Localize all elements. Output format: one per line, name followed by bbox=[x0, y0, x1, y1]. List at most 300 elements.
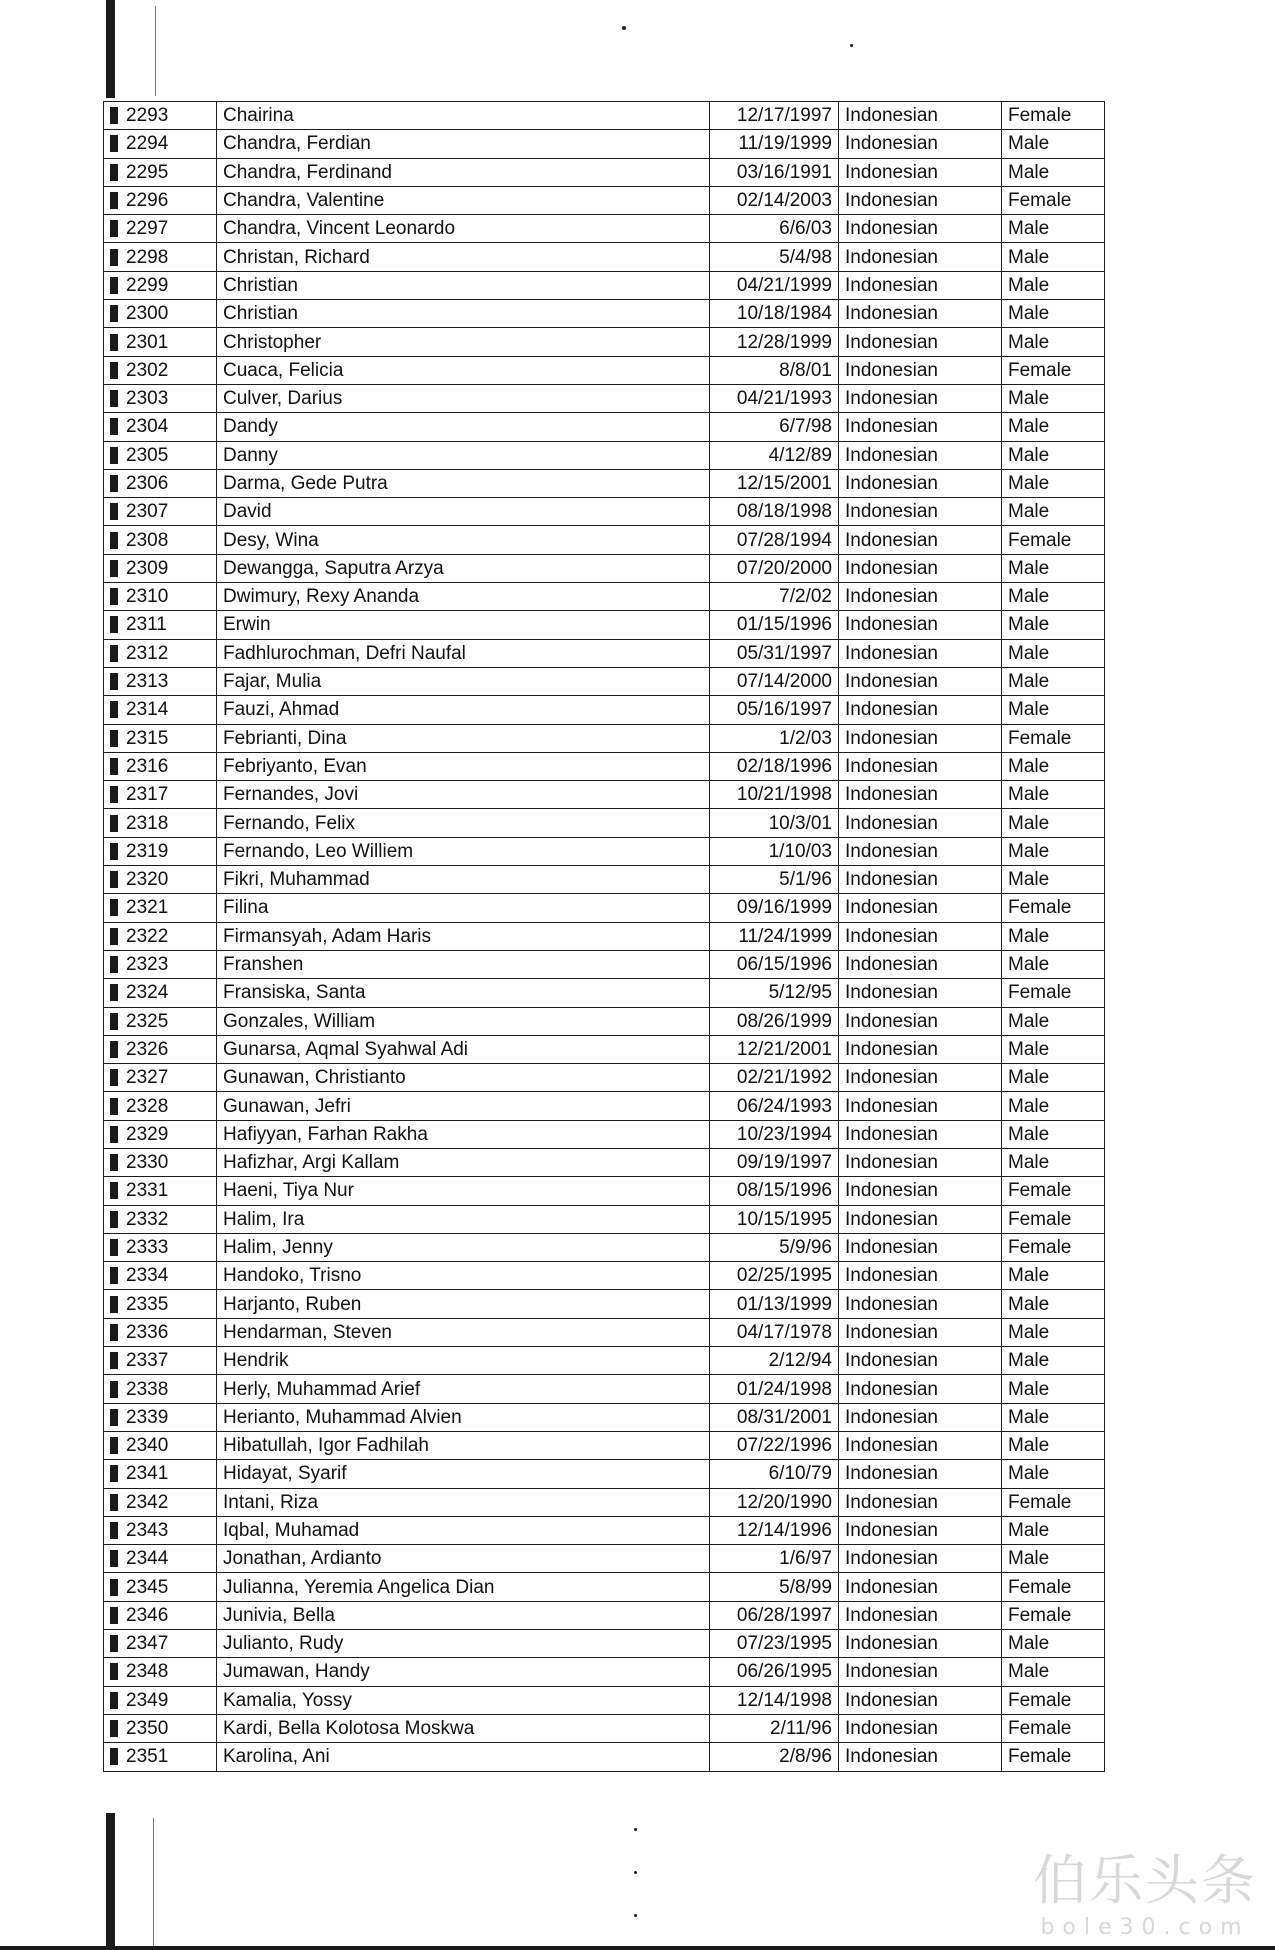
nationality-cell bbox=[839, 186, 1002, 214]
row-number: 2327 bbox=[126, 1067, 169, 1089]
row-number-cell bbox=[104, 1686, 217, 1714]
birth-date: 06/28/1997 bbox=[736, 1604, 832, 1626]
row-number: 2296 bbox=[126, 190, 169, 212]
birth-date: 11/24/1999 bbox=[738, 925, 832, 947]
row-number: 2317 bbox=[126, 784, 169, 806]
row-number: 2325 bbox=[126, 1010, 169, 1032]
gender-cell bbox=[1002, 1573, 1105, 1601]
birth-date: 2/11/96 bbox=[770, 1718, 832, 1740]
nationality: Indonesian bbox=[845, 784, 938, 806]
person-name-cell bbox=[217, 866, 710, 894]
birth-date: 12/14/1996 bbox=[736, 1519, 832, 1541]
person-name-cell bbox=[217, 809, 710, 837]
birth-date: 5/1/96 bbox=[779, 869, 832, 891]
person-name-cell bbox=[217, 583, 710, 611]
birth-date-cell bbox=[710, 271, 839, 299]
person-name: Kamalia, Yossy bbox=[223, 1689, 352, 1711]
nationality-cell bbox=[839, 384, 1002, 412]
table-row bbox=[104, 1488, 1105, 1516]
person-name: Darma, Gede Putra bbox=[223, 473, 388, 494]
watermark-sub: bole30.com bbox=[1040, 1915, 1250, 1940]
nationality-cell bbox=[839, 1686, 1002, 1714]
birth-date: 06/24/1993 bbox=[736, 1095, 832, 1117]
person-name: Fernandes, Jovi bbox=[223, 784, 359, 806]
row-number-cell bbox=[104, 894, 217, 922]
person-name-cell bbox=[217, 1714, 710, 1742]
birth-date-cell bbox=[710, 583, 839, 611]
birth-date: 01/24/1998 bbox=[736, 1378, 832, 1400]
nationality-cell bbox=[839, 158, 1002, 186]
row-number: 2324 bbox=[126, 982, 169, 1004]
margin-mark bbox=[110, 1098, 118, 1115]
nationality: Indonesian bbox=[845, 869, 938, 891]
gender: Male bbox=[1008, 246, 1050, 268]
birth-date-cell bbox=[710, 469, 839, 497]
birth-date-cell bbox=[710, 413, 839, 441]
birth-date-cell bbox=[710, 979, 839, 1007]
row-number: 2319 bbox=[126, 840, 169, 862]
table-row bbox=[104, 300, 1105, 328]
birth-date-cell bbox=[710, 526, 839, 554]
margin-mark bbox=[110, 928, 118, 945]
birth-date: 12/17/1997 bbox=[736, 105, 832, 127]
gender-cell bbox=[1002, 441, 1105, 469]
nationality-cell bbox=[839, 1092, 1002, 1120]
gender-cell bbox=[1002, 1120, 1105, 1148]
person-name: Chairina bbox=[223, 105, 294, 127]
person-name-cell bbox=[217, 1488, 710, 1516]
nationality: Indonesian bbox=[845, 303, 938, 325]
birth-date-cell bbox=[710, 1516, 839, 1544]
margin-mark bbox=[110, 277, 118, 294]
birth-date-cell bbox=[710, 1460, 839, 1488]
birth-date-cell bbox=[710, 950, 839, 978]
nationality: Indonesian bbox=[845, 246, 938, 268]
gender-cell bbox=[1002, 102, 1105, 130]
row-number: 2342 bbox=[126, 1491, 169, 1513]
nationality: Indonesian bbox=[845, 1265, 938, 1287]
margin-mark bbox=[110, 588, 118, 605]
person-name-cell bbox=[217, 186, 710, 214]
nationality-cell bbox=[839, 781, 1002, 809]
nationality-cell bbox=[839, 1035, 1002, 1063]
person-name-cell bbox=[217, 1516, 710, 1544]
margin-mark bbox=[110, 1239, 118, 1256]
gender: Male bbox=[1008, 699, 1050, 721]
birth-date-cell bbox=[710, 102, 839, 130]
row-number: 2345 bbox=[126, 1576, 169, 1598]
table-row bbox=[104, 1658, 1105, 1686]
gender-cell bbox=[1002, 894, 1105, 922]
person-name-cell bbox=[217, 413, 710, 441]
margin-mark bbox=[110, 220, 118, 237]
nationality-cell bbox=[839, 583, 1002, 611]
row-number: 2303 bbox=[126, 388, 169, 410]
birth-date-cell bbox=[710, 1318, 839, 1346]
nationality: Indonesian bbox=[845, 274, 938, 296]
nationality-cell bbox=[839, 215, 1002, 243]
birth-date-cell bbox=[710, 809, 839, 837]
person-name-cell bbox=[217, 724, 710, 752]
row-number-cell bbox=[104, 611, 217, 639]
gender: Male bbox=[1008, 642, 1050, 664]
margin-mark bbox=[110, 1182, 118, 1199]
margin-mark bbox=[110, 560, 118, 577]
row-number-cell bbox=[104, 1403, 217, 1431]
row-number: 2295 bbox=[126, 161, 169, 183]
person-name: Cuaca, Felicia bbox=[223, 359, 344, 381]
row-number-cell bbox=[104, 583, 217, 611]
gender-cell bbox=[1002, 384, 1105, 412]
row-number-cell bbox=[104, 271, 217, 299]
birth-date: 7/2/02 bbox=[779, 586, 832, 608]
person-name: Danny bbox=[223, 444, 278, 466]
nationality-cell bbox=[839, 837, 1002, 865]
birth-date-cell bbox=[710, 554, 839, 582]
margin-mark bbox=[110, 1494, 118, 1511]
birth-date-cell bbox=[710, 158, 839, 186]
birth-date: 02/18/1996 bbox=[736, 755, 832, 777]
gender-cell bbox=[1002, 328, 1105, 356]
birth-date: 07/23/1995 bbox=[736, 1633, 832, 1655]
birth-date: 05/16/1997 bbox=[736, 699, 832, 721]
nationality: Indonesian bbox=[845, 1208, 938, 1230]
gender-cell bbox=[1002, 356, 1105, 384]
row-number-cell bbox=[104, 1714, 217, 1742]
birth-date-cell bbox=[710, 130, 839, 158]
birth-date-cell bbox=[710, 837, 839, 865]
birth-date: 5/12/95 bbox=[768, 982, 832, 1004]
gender: Male bbox=[1008, 812, 1050, 834]
birth-date: 1/10/03 bbox=[768, 840, 832, 862]
table-row bbox=[104, 894, 1105, 922]
person-name: Christopher bbox=[223, 331, 322, 353]
table-row bbox=[104, 243, 1105, 271]
gender-cell bbox=[1002, 979, 1105, 1007]
gender: Female bbox=[1008, 1576, 1072, 1598]
scan-edge-bottom-line bbox=[0, 1946, 1275, 1950]
gender-cell bbox=[1002, 866, 1105, 894]
speck bbox=[634, 1828, 637, 1831]
birth-date: 04/21/1993 bbox=[736, 388, 832, 410]
birth-date-cell bbox=[710, 1601, 839, 1629]
row-number-cell bbox=[104, 158, 217, 186]
row-number: 2299 bbox=[126, 274, 169, 296]
nationality-cell bbox=[839, 1148, 1002, 1176]
gender: Male bbox=[1008, 161, 1050, 183]
nationality: Indonesian bbox=[845, 388, 938, 410]
person-name: Fajar, Mulia bbox=[223, 671, 322, 693]
birth-date: 06/26/1995 bbox=[736, 1661, 832, 1683]
birth-date-cell bbox=[710, 1573, 839, 1601]
nationality: Indonesian bbox=[845, 671, 938, 693]
birth-date: 2/12/94 bbox=[768, 1350, 832, 1372]
gender-cell bbox=[1002, 837, 1105, 865]
nationality: Indonesian bbox=[845, 1038, 938, 1060]
margin-mark bbox=[110, 1720, 118, 1737]
nationality: Indonesian bbox=[845, 727, 938, 749]
gender: Male bbox=[1008, 1293, 1050, 1315]
person-name: Chandra, Ferdian bbox=[223, 133, 371, 155]
birth-date: 6/6/03 bbox=[779, 218, 832, 240]
table-row bbox=[104, 413, 1105, 441]
gender: Female bbox=[1008, 1208, 1072, 1230]
birth-date-cell bbox=[710, 1290, 839, 1318]
birth-date: 12/28/1999 bbox=[736, 331, 832, 353]
table-row bbox=[104, 554, 1105, 582]
nationality: Indonesian bbox=[845, 359, 938, 381]
table-row bbox=[104, 809, 1105, 837]
person-name-cell bbox=[217, 894, 710, 922]
gender-cell bbox=[1002, 1743, 1105, 1771]
gender: Female bbox=[1008, 1491, 1072, 1513]
row-number-cell bbox=[104, 1318, 217, 1346]
row-number: 2318 bbox=[126, 812, 169, 834]
row-number: 2313 bbox=[126, 671, 169, 693]
gender-cell bbox=[1002, 498, 1105, 526]
birth-date-cell bbox=[710, 384, 839, 412]
row-number-cell bbox=[104, 526, 217, 554]
row-number: 2314 bbox=[126, 699, 169, 721]
birth-date: 09/16/1999 bbox=[736, 897, 832, 919]
birth-date-cell bbox=[710, 300, 839, 328]
person-name-cell bbox=[217, 1233, 710, 1261]
row-number: 2306 bbox=[126, 473, 169, 494]
scan-edge-bottom bbox=[106, 1813, 115, 1950]
person-name: Febriyanto, Evan bbox=[223, 755, 367, 777]
person-name: Franshen bbox=[223, 954, 304, 976]
nationality: Indonesian bbox=[845, 190, 938, 212]
gender-cell bbox=[1002, 667, 1105, 695]
birth-date-cell bbox=[710, 1347, 839, 1375]
margin-mark bbox=[110, 1635, 118, 1652]
nationality-cell bbox=[839, 1318, 1002, 1346]
scan-edge-top-thin bbox=[155, 6, 156, 96]
gender-cell bbox=[1002, 1601, 1105, 1629]
birth-date-cell bbox=[710, 1545, 839, 1573]
person-name: Fransiska, Santa bbox=[223, 982, 366, 1004]
gender: Female bbox=[1008, 1237, 1072, 1259]
row-number: 2300 bbox=[126, 303, 169, 325]
speck bbox=[850, 44, 853, 47]
margin-mark bbox=[110, 1352, 118, 1369]
person-name: Erwin bbox=[223, 614, 271, 636]
birth-date-cell bbox=[710, 1686, 839, 1714]
person-name-cell bbox=[217, 1035, 710, 1063]
margin-mark bbox=[110, 334, 118, 351]
birth-date: 03/16/1991 bbox=[736, 161, 832, 183]
scan-edge-top bbox=[106, 0, 115, 98]
person-name-cell bbox=[217, 130, 710, 158]
birth-date-cell bbox=[710, 1035, 839, 1063]
nationality-cell bbox=[839, 130, 1002, 158]
gender: Male bbox=[1008, 1095, 1050, 1117]
margin-mark bbox=[110, 135, 118, 152]
birth-date-cell bbox=[710, 667, 839, 695]
row-number: 2326 bbox=[126, 1038, 169, 1060]
person-name: Harjanto, Ruben bbox=[223, 1293, 362, 1315]
person-name-cell bbox=[217, 1460, 710, 1488]
scan-edge-bottom-thin bbox=[153, 1818, 154, 1948]
birth-date-cell bbox=[710, 356, 839, 384]
nationality: Indonesian bbox=[845, 1491, 938, 1513]
table-row bbox=[104, 1403, 1105, 1431]
birth-date-cell bbox=[710, 724, 839, 752]
birth-date-cell bbox=[710, 1488, 839, 1516]
gender-cell bbox=[1002, 1347, 1105, 1375]
person-name-cell bbox=[217, 469, 710, 497]
margin-mark bbox=[110, 899, 118, 916]
row-number: 2307 bbox=[126, 501, 169, 523]
person-name: Hidayat, Syarif bbox=[223, 1463, 347, 1485]
table-row bbox=[104, 1545, 1105, 1573]
nationality-cell bbox=[839, 950, 1002, 978]
person-name-cell bbox=[217, 328, 710, 356]
nationality-cell bbox=[839, 1233, 1002, 1261]
nationality-cell bbox=[839, 1460, 1002, 1488]
table-row bbox=[104, 667, 1105, 695]
gender-cell bbox=[1002, 1460, 1105, 1488]
table-row bbox=[104, 328, 1105, 356]
gender: Male bbox=[1008, 1038, 1050, 1060]
margin-mark bbox=[110, 305, 118, 322]
speck bbox=[634, 1871, 637, 1874]
person-name: Filina bbox=[223, 897, 269, 919]
margin-mark bbox=[110, 1607, 118, 1624]
nationality: Indonesian bbox=[845, 1237, 938, 1259]
person-name-cell bbox=[217, 1148, 710, 1176]
gender-cell bbox=[1002, 1403, 1105, 1431]
row-number: 2305 bbox=[126, 444, 169, 466]
birth-date-cell bbox=[710, 215, 839, 243]
person-name: Gunawan, Jefri bbox=[223, 1095, 351, 1117]
row-number-cell bbox=[104, 1545, 217, 1573]
nationality: Indonesian bbox=[845, 954, 938, 976]
row-number: 2323 bbox=[126, 954, 169, 976]
person-name-cell bbox=[217, 1686, 710, 1714]
row-number: 2337 bbox=[126, 1350, 169, 1372]
gender: Female bbox=[1008, 982, 1072, 1004]
table-row bbox=[104, 102, 1105, 130]
person-name: Handoko, Trisno bbox=[223, 1265, 362, 1287]
nationality-cell bbox=[839, 667, 1002, 695]
row-number-cell bbox=[104, 130, 217, 158]
birth-date-cell bbox=[710, 752, 839, 780]
person-name-cell bbox=[217, 1658, 710, 1686]
gender: Male bbox=[1008, 869, 1050, 891]
birth-date: 1/6/97 bbox=[779, 1548, 832, 1570]
gender: Male bbox=[1008, 784, 1050, 806]
table-row bbox=[104, 1573, 1105, 1601]
table-row bbox=[104, 639, 1105, 667]
nationality: Indonesian bbox=[845, 642, 938, 664]
table-row bbox=[104, 1601, 1105, 1629]
birth-date: 07/20/2000 bbox=[736, 557, 832, 579]
margin-mark bbox=[110, 956, 118, 973]
row-number-cell bbox=[104, 752, 217, 780]
margin-mark bbox=[110, 249, 118, 266]
row-number: 2336 bbox=[126, 1321, 169, 1343]
table-row bbox=[104, 271, 1105, 299]
person-name: Fauzi, Ahmad bbox=[223, 699, 340, 721]
gender: Male bbox=[1008, 954, 1050, 976]
margin-mark bbox=[110, 475, 118, 492]
person-name: Dwimury, Rexy Ananda bbox=[223, 586, 420, 608]
nationality-cell bbox=[839, 469, 1002, 497]
row-number: 2343 bbox=[126, 1519, 169, 1541]
person-name-cell bbox=[217, 922, 710, 950]
nationality: Indonesian bbox=[845, 1010, 938, 1032]
row-number: 2346 bbox=[126, 1604, 169, 1626]
gender: Male bbox=[1008, 133, 1050, 155]
row-number-cell bbox=[104, 215, 217, 243]
row-number-cell bbox=[104, 1177, 217, 1205]
person-name: Fadhlurochman, Defri Naufal bbox=[223, 642, 466, 664]
roster-table bbox=[103, 101, 1105, 1772]
gender-cell bbox=[1002, 469, 1105, 497]
margin-mark bbox=[110, 673, 118, 690]
person-name-cell bbox=[217, 752, 710, 780]
birth-date: 2/8/96 bbox=[779, 1746, 832, 1768]
row-number: 2315 bbox=[126, 727, 169, 749]
birth-date: 5/9/96 bbox=[779, 1237, 832, 1259]
birth-date: 07/22/1996 bbox=[736, 1435, 832, 1457]
birth-date: 04/17/1978 bbox=[736, 1321, 832, 1343]
nationality-cell bbox=[839, 752, 1002, 780]
row-number-cell bbox=[104, 243, 217, 271]
person-name: Christian bbox=[223, 274, 298, 296]
table-row bbox=[104, 158, 1105, 186]
gender-cell bbox=[1002, 300, 1105, 328]
person-name-cell bbox=[217, 300, 710, 328]
row-number-cell bbox=[104, 186, 217, 214]
birth-date-cell bbox=[710, 866, 839, 894]
nationality: Indonesian bbox=[845, 897, 938, 919]
nationality-cell bbox=[839, 639, 1002, 667]
person-name: Christian bbox=[223, 303, 298, 325]
table-row bbox=[104, 1177, 1105, 1205]
nationality: Indonesian bbox=[845, 1095, 938, 1117]
birth-date: 07/14/2000 bbox=[736, 671, 832, 693]
birth-date: 08/31/2001 bbox=[736, 1406, 832, 1428]
person-name: Dewangga, Saputra Arzya bbox=[223, 557, 444, 579]
row-number: 2298 bbox=[126, 246, 169, 268]
table-row bbox=[104, 498, 1105, 526]
row-number: 2333 bbox=[126, 1237, 169, 1259]
birth-date: 10/21/1998 bbox=[736, 784, 832, 806]
person-name: Desy, Wina bbox=[223, 529, 319, 551]
gender-cell bbox=[1002, 215, 1105, 243]
margin-mark bbox=[110, 1041, 118, 1058]
birth-date: 6/10/79 bbox=[768, 1463, 832, 1485]
gender: Male bbox=[1008, 331, 1050, 353]
person-name-cell bbox=[217, 1743, 710, 1771]
row-number: 2350 bbox=[126, 1718, 169, 1740]
row-number: 2309 bbox=[126, 557, 169, 579]
nationality: Indonesian bbox=[845, 1378, 938, 1400]
watermark-text: 伯乐头条 bbox=[1033, 1849, 1257, 1912]
nationality-cell bbox=[839, 1347, 1002, 1375]
birth-date-cell bbox=[710, 1262, 839, 1290]
person-name-cell bbox=[217, 1290, 710, 1318]
row-number-cell bbox=[104, 413, 217, 441]
nationality: Indonesian bbox=[845, 614, 938, 636]
birth-date-cell bbox=[710, 1714, 839, 1742]
gender: Male bbox=[1008, 444, 1050, 466]
table-row bbox=[104, 1290, 1105, 1318]
nationality-cell bbox=[839, 1545, 1002, 1573]
person-name-cell bbox=[217, 1573, 710, 1601]
